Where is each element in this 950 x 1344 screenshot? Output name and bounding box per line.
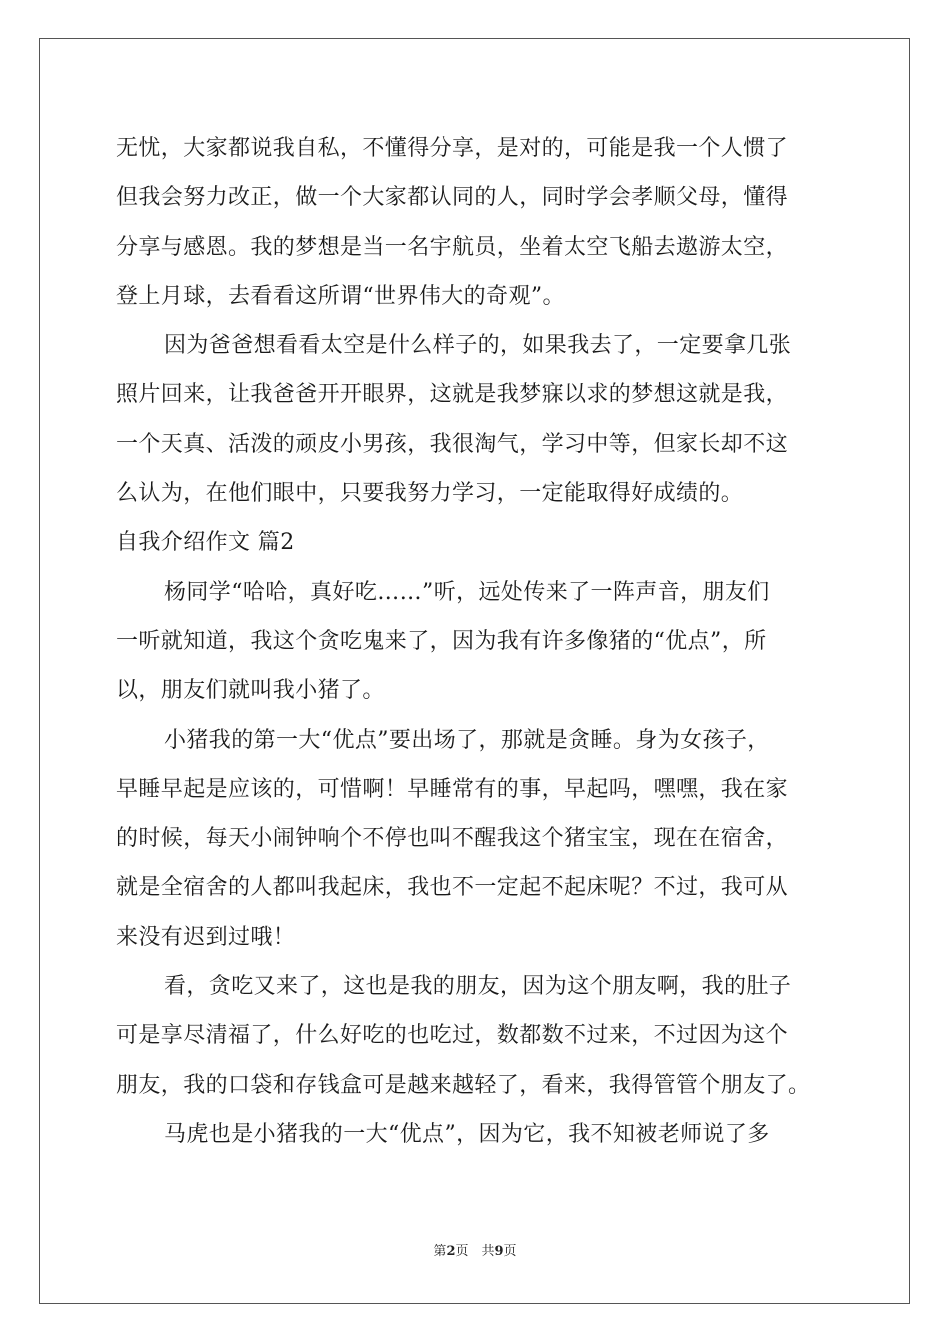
text-line: 以，朋友们就叫我小猪了。 xyxy=(116,678,385,704)
document-body xyxy=(116,124,846,1159)
text-line: 小猪我的第一大“优点”要出场了，那就是贪睡。身为女孩子， xyxy=(164,727,770,753)
text-line: 无忧，大家都说我自私，不懂得分享，是对的，可能是我一个人惯了 xyxy=(116,136,789,161)
text-line: 一听就知道，我这个贪吃鬼来了，因为我有许多像猪的“优点”，所 xyxy=(116,628,767,654)
footer-prefix: 第 xyxy=(433,1244,447,1259)
text-line: 朋友，我的口袋和存钱盒可是越来越轻了，看来，我得管管个朋友了。 xyxy=(116,1072,811,1098)
text-line: 早睡早起是应该的，可惜啊！早睡常有的事，早起吗，嘿嘿，我在家 xyxy=(116,776,789,802)
text-line: 但我会努力改正，做一个大家都认同的人，同时学会孝顺父母，懂得 xyxy=(116,185,789,211)
text-line: 杨同学“哈哈，真好吃……”听，远处传来了一阵声音，朋友们 xyxy=(164,579,770,605)
footer-current-page: 2 xyxy=(446,1244,456,1259)
text-line: 分享与感恩。我的梦想是当一名宇航员，坐着太空飞船去遨游太空， xyxy=(116,234,789,260)
footer-total-pages: 9 xyxy=(494,1244,504,1259)
text-line: 就是全宿舍的人都叫我起床，我也不一定起不起床呢？不过，我可从 xyxy=(116,875,789,901)
text-line: 可是享尽清福了，什么好吃的也吃过，数都数不过来，不过因为这个 xyxy=(116,1023,789,1049)
text-line: 自我介绍作文 篇2 xyxy=(116,530,295,556)
text-line: 一个天真、活泼的顽皮小男孩，我很淘气，学习中等，但家长却不这 xyxy=(116,431,789,457)
text-line: 因为爸爸想看看太空是什么样子的，如果我去了，一定要拿几张 xyxy=(164,333,792,359)
text-line: 马虎也是小猪我的一大“优点”，因为它，我不知被老师说了多 xyxy=(164,1121,770,1147)
footer-suffix: 页 xyxy=(503,1244,517,1259)
page-footer xyxy=(0,1240,950,1259)
text-line: 照片回来，让我爸爸开开眼界，这就是我梦寐以求的梦想这就是我， xyxy=(116,382,789,408)
text-line: 的时候，每天小闹钟响个不停也叫不醒我这个猪宝宝，现在在宿舍， xyxy=(116,826,789,852)
text-line: 么认为，在他们眼中，只要我努力学习，一定能取得好成绩的。 xyxy=(116,481,744,507)
text-line: 看，贪吃又来了，这也是我的朋友，因为这个朋友啊，我的肚子 xyxy=(164,974,792,1000)
text-line: 登上月球，去看看这所谓“世界伟大的奇观”。 xyxy=(116,283,565,309)
text-line: 来没有迟到过哦！ xyxy=(116,924,296,950)
footer-mid: 页 共 xyxy=(455,1244,495,1259)
